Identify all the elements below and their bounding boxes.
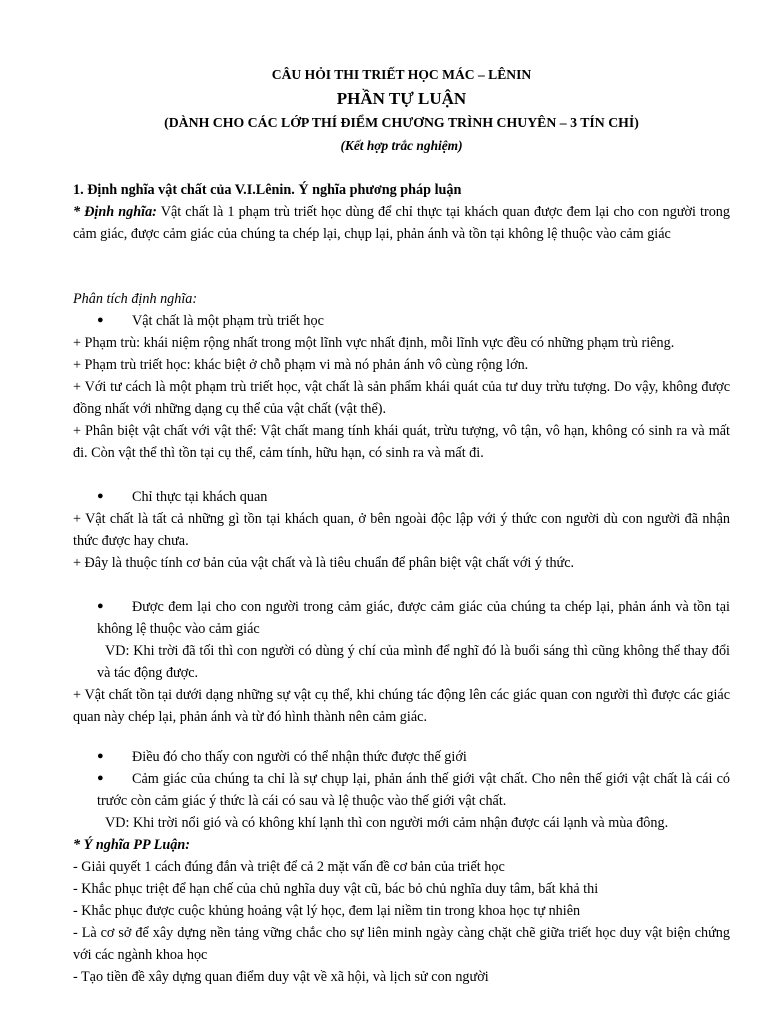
meaning-item-4: - Là cơ sở để xây dựng nền tảng vững chắc cho sự liên minh ngày càng chặt chẽ giữa triết học duy vật biện chứng với các ngành khoa học (73, 925, 730, 963)
doc-subtitle: (DÀNH CHO CÁC LỚP THÍ ĐIỂM CHƯƠNG TRÌNH CHUYÊN – 3 TÍN CHỈ) (164, 115, 639, 130)
meaning-heading: * Ý nghĩa PP Luận: (73, 837, 190, 853)
paragraph-5: + Vật chất là tất cả những gì tồn tại khách quan, ở bên ngoài độc lập với ý thức con người dù con người đã nhận thức được hay chưa. (73, 511, 730, 549)
paragraph-7: + Vật chất tồn tại dưới dạng những sự vật cụ thể, khi chúng tác động lên các giác quan con người thì được các giác quan này chép lại, phản ánh và từ đó hình thành nên cảm giác. (73, 687, 730, 725)
example-2: VD: Khi trời nổi gió và có không khí lạnh thì con người mới cảm nhận được cái lạnh và mùa đông. (105, 815, 669, 831)
meaning-item-1: - Giải quyết 1 cách đúng đắn và triệt để cả 2 mặt vấn đề cơ bản của triết học (73, 859, 505, 875)
paragraph-2: + Phạm trù triết học: khác biệt ở chỗ phạm vi mà nó phản ánh vô cùng rộng lớn. (73, 357, 529, 373)
meaning-item-2: - Khắc phục triệt để hạn chế của chủ nghĩa duy vật cũ, bác bỏ chủ nghĩa duy tâm, bất khả thi (73, 881, 599, 897)
doc-note: (Kết hợp trắc nghiệm) (340, 138, 463, 153)
bullet-item-3: Được đem lại cho con người trong cảm giác, được cảm giác của chúng ta chép lại, phản ánh và tồn tại không lệ thuộc vào cảm giác (97, 599, 730, 637)
bullet-icon: ● (97, 490, 104, 502)
definition-label: * Định nghĩa: (73, 204, 157, 220)
bullet-icon: ● (97, 600, 104, 612)
meaning-item-3: - Khắc phục được cuộc khủng hoảng vật lý học, đem lại niềm tin trong khoa học tự nhiên (73, 903, 581, 919)
bullet-item-4: Điều đó cho thấy con người có thể nhận thức được thế giới (132, 749, 467, 765)
definition-paragraph (73, 201, 730, 245)
bullet-icon: ● (97, 314, 104, 326)
example-1: VD: Khi trời đã tối thì con người có dùng ý chí của mình để nghĩ đó là buổi sáng thì cũng không thể thay đổi và tác động được. (97, 643, 730, 681)
analysis-heading: Phân tích định nghĩa: (73, 291, 198, 307)
bullet-icon: ● (97, 772, 104, 784)
definition-text: Vật chất là 1 phạm trù triết học dùng để chỉ thực tại khách quan được đem lại cho con người trong cảm giác, được cảm giác của chúng ta chép lại, chụp lại, phản ánh và tồn tại không lệ thuộc vào cảm giác (73, 204, 730, 242)
paragraph-6: + Đây là thuộc tính cơ bản của vật chất và là tiêu chuẩn để phân biệt vật chất với ý thức. (73, 555, 575, 571)
paragraph-3: + Với tư cách là một phạm trù triết học, vật chất là sản phẩm khái quát của tư duy trừu tượng. Do vậy, không được đồng nhất với những dạng cụ thể của vật chất (vật thể). (73, 379, 730, 417)
meaning-item-5: - Tạo tiền đề xây dựng quan điểm duy vật về xã hội, và lịch sử con người (73, 969, 489, 985)
bullet-icon: ● (97, 750, 104, 762)
paragraph-4: + Phân biệt vật chất với vật thể: Vật chất mang tính khái quát, trừu tượng, vô tận, vô hạn, không có sinh ra và mất đi. Còn vật thể thì tồn tại cụ thể, cảm tính, hữu hạn, có sinh ra và mất đi. (73, 423, 730, 461)
doc-title-line1: CÂU HỎI THI TRIẾT HỌC MÁC – LÊNIN (271, 67, 532, 82)
doc-title-line2: PHẦN TỰ LUẬN (336, 89, 467, 108)
bullet-item-1: Vật chất là một phạm trù triết học (132, 313, 324, 329)
section-heading: 1. Định nghĩa vật chất của V.I.Lênin. Ý nghĩa phương pháp luận (73, 182, 462, 198)
paragraph-1: + Phạm trù: khái niệm rộng nhất trong một lĩnh vực nhất định, mỗi lĩnh vực đều có những phạm trù riêng. (73, 335, 675, 351)
bullet-item-5: Cảm giác của chúng ta chỉ là sự chụp lại, phản ánh thế giới vật chất. Cho nên thế giới vật chất là cái có trước còn cảm giác ý thức là cái có sau và lệ thuộc vào thế giới vật chất. (97, 771, 730, 809)
bullet-item-2: Chỉ thực tại khách quan (132, 489, 268, 505)
